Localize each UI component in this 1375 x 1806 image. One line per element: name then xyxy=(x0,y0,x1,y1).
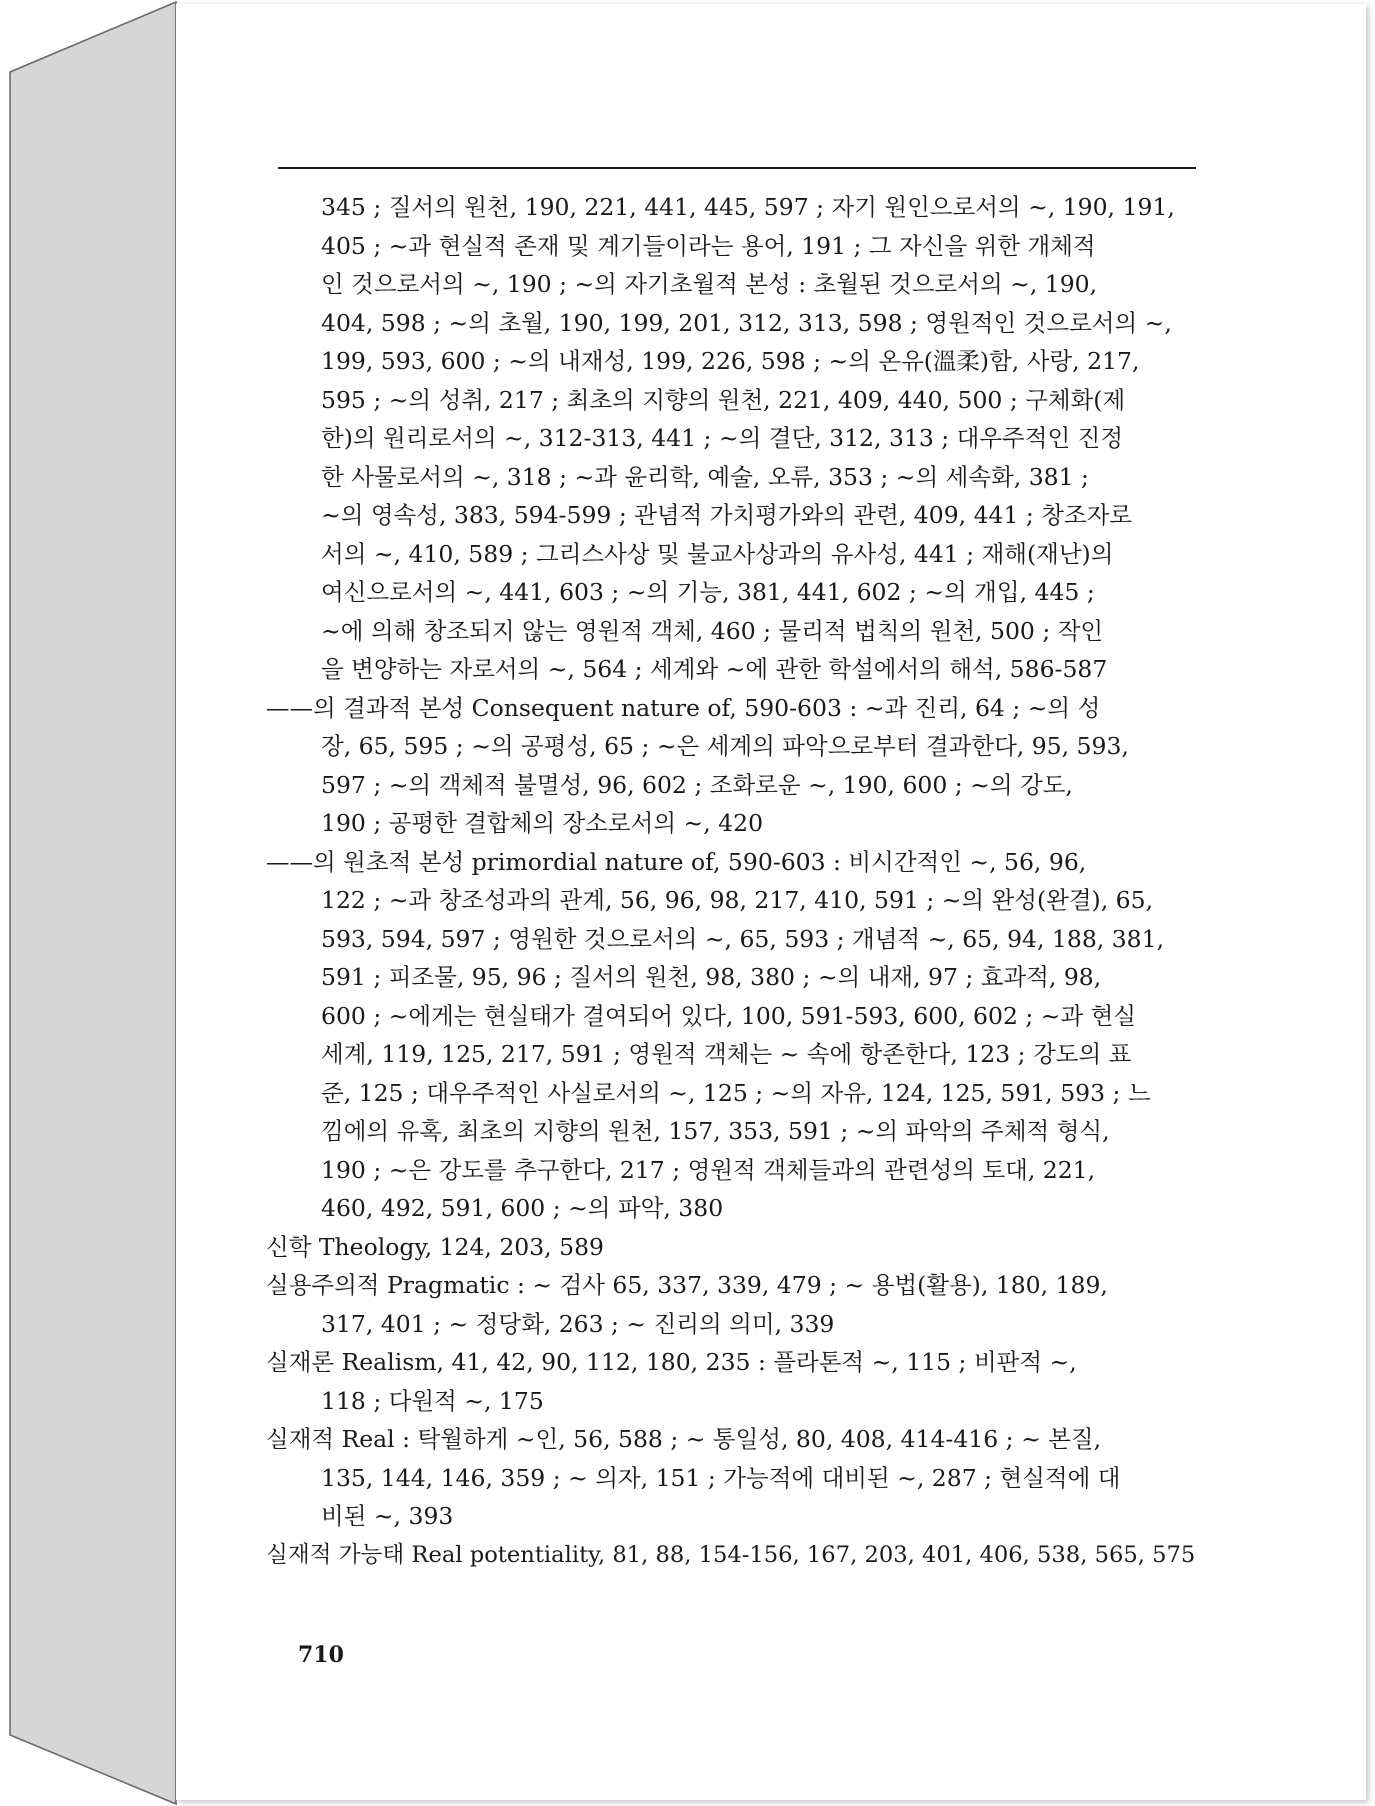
index-line: 460, 492, 591, 600 ; ~의 파악, 380 xyxy=(321,1194,724,1222)
index-line: 장, 65, 595 ; ~의 공평성, 65 ; ~은 세계의 파악으로부터 결과한다, 95, 593, xyxy=(321,732,1129,760)
index-line: 405 ; ~과 현실적 존재 및 계기들이라는 용어, 191 ; 그 자신을 위한 개체적 xyxy=(321,231,1096,260)
index-line: ~의 영속성, 383, 594-599 ; 관념적 가치평가와의 관련, 409, 441 ; 창조자로 xyxy=(321,501,1133,529)
index-line: 593, 594, 597 ; 영원한 것으로서의 ~, 65, 593 ; 개념적 ~, 65, 94, 188, 381, xyxy=(321,924,1165,953)
index-line: 190 ; ~은 강도를 추구한다, 217 ; 영원적 객체들과의 관련성의 토대, 221, xyxy=(321,1155,1096,1184)
index-line: 을 변양하는 자로서의 ~, 564 ; 세계와 ~에 관한 학설에서의 해석, 586-587 xyxy=(321,655,1108,683)
index-line: 인 것으로서의 ~, 190 ; ~의 자기초월적 본성 : 초월된 것으로서의 ~, 190, xyxy=(321,270,1098,298)
index-line: 준, 125 ; 대우주적인 사실로서의 ~, 125 ; ~의 자유, 124, 125, 591, 593 ; 느 xyxy=(321,1078,1151,1107)
index-line: 595 ; ~의 성취, 217 ; 최초의 지향의 원천, 221, 409, 440, 500 ; 구체화(제 xyxy=(321,385,1126,414)
index-line: 실재적 Real : 탁월하게 ~인, 56, 588 ; ~ 통일성, 80, 408, 414-416 ; ~ 본질, xyxy=(266,1425,1102,1453)
index-line: 345 ; 질서의 원천, 190, 221, 441, 445, 597 ; 자기 원인으로서의 ~, 190, 191, xyxy=(321,193,1175,221)
index-line: 한 사물로서의 ~, 318 ; ~과 윤리학, 예술, 오류, 353 ; ~의 세속화, 381 ; xyxy=(321,462,1089,491)
index-line: 190 ; 공평한 결합체의 장소로서의 ~, 420 xyxy=(321,809,764,837)
book-page xyxy=(176,4,1366,1800)
index-line: 199, 593, 600 ; ~의 내재성, 199, 226, 598 ; ~의 온유(溫柔)함, 사랑, 217, xyxy=(321,347,1140,375)
index-line: ——의 결과적 본성 Consequent nature of, 590-603 : ~과 진리, 64 ; ~의 성 xyxy=(266,693,1101,722)
index-line: 한)의 원리로서의 ~, 312-313, 441 ; ~의 결단, 312, 313 ; 대우주적인 진정 xyxy=(321,424,1124,452)
index-entries xyxy=(266,188,1196,1574)
index-line: 실용주의적 Pragmatic : ~ 검사 65, 337, 339, 479 ; ~ 용법(활용), 180, 189, xyxy=(266,1271,1108,1299)
index-line: 실재론 Realism, 41, 42, 90, 112, 180, 235 : 플라톤적 ~, 115 ; 비판적 ~, xyxy=(266,1348,1077,1376)
index-line: 135, 144, 146, 359 ; ~ 의자, 151 ; 가능적에 대비된 ~, 287 ; 현실적에 대 xyxy=(321,1463,1121,1492)
index-line: 실재적 가능태 Real potentiality, 81, 88, 154-156, 167, 203, 401, 406, 538, 565, 575 xyxy=(266,1541,1196,1568)
index-line: 신학 Theology, 124, 203, 589 xyxy=(266,1232,604,1261)
index-line: 118 ; 다원적 ~, 175 xyxy=(321,1386,544,1415)
index-line: 317, 401 ; ~ 정당화, 263 ; ~ 진리의 의미, 339 xyxy=(321,1309,835,1338)
header-rule xyxy=(278,167,1196,169)
index-line: 낌에의 유혹, 최초의 지향의 원천, 157, 353, 591 ; ~의 파악의 주체적 형식, xyxy=(321,1117,1110,1145)
page-number: 710 xyxy=(298,1642,344,1668)
index-line: 세계, 119, 125, 217, 591 ; 영원적 객체는 ~ 속에 항존한다, 123 ; 강도의 표 xyxy=(321,1040,1132,1068)
index-line: 597 ; ~의 객체적 불멸성, 96, 602 ; 조화로운 ~, 190, 600 ; ~의 강도, xyxy=(321,770,1073,799)
index-line: 591 ; 피조물, 95, 96 ; 질서의 원천, 98, 380 ; ~의 내재, 97 ; 효과적, 98, xyxy=(321,963,1102,991)
index-line: ——의 원초적 본성 primordial nature of, 590-603 : 비시간적인 ~, 56, 96, xyxy=(266,847,1087,876)
index-line: ~에 의해 창조되지 않는 영원적 객체, 460 ; 물리적 법칙의 원천, 500 ; 작인 xyxy=(321,616,1104,645)
index-line: 비된 ~, 393 xyxy=(321,1502,454,1530)
index-line: 122 ; ~과 창조성과의 관계, 56, 96, 98, 217, 410, 591 ; ~의 완성(완결), 65, xyxy=(321,886,1154,914)
index-line: 서의 ~, 410, 589 ; 그리스사상 및 불교사상과의 유사성, 441 ; 재해(재난)의 xyxy=(321,539,1114,568)
index-line: 404, 598 ; ~의 초월, 190, 199, 201, 312, 313, 598 ; 영원적인 것으로서의 ~, xyxy=(321,308,1172,337)
index-line: 여신으로서의 ~, 441, 603 ; ~의 기능, 381, 441, 602 ; ~의 개입, 445 ; xyxy=(321,578,1095,606)
index-line: 600 ; ~에게는 현실태가 결여되어 있다, 100, 591-593, 600, 602 ; ~과 현실 xyxy=(321,1001,1137,1030)
book-spine-illustration xyxy=(8,0,178,1806)
